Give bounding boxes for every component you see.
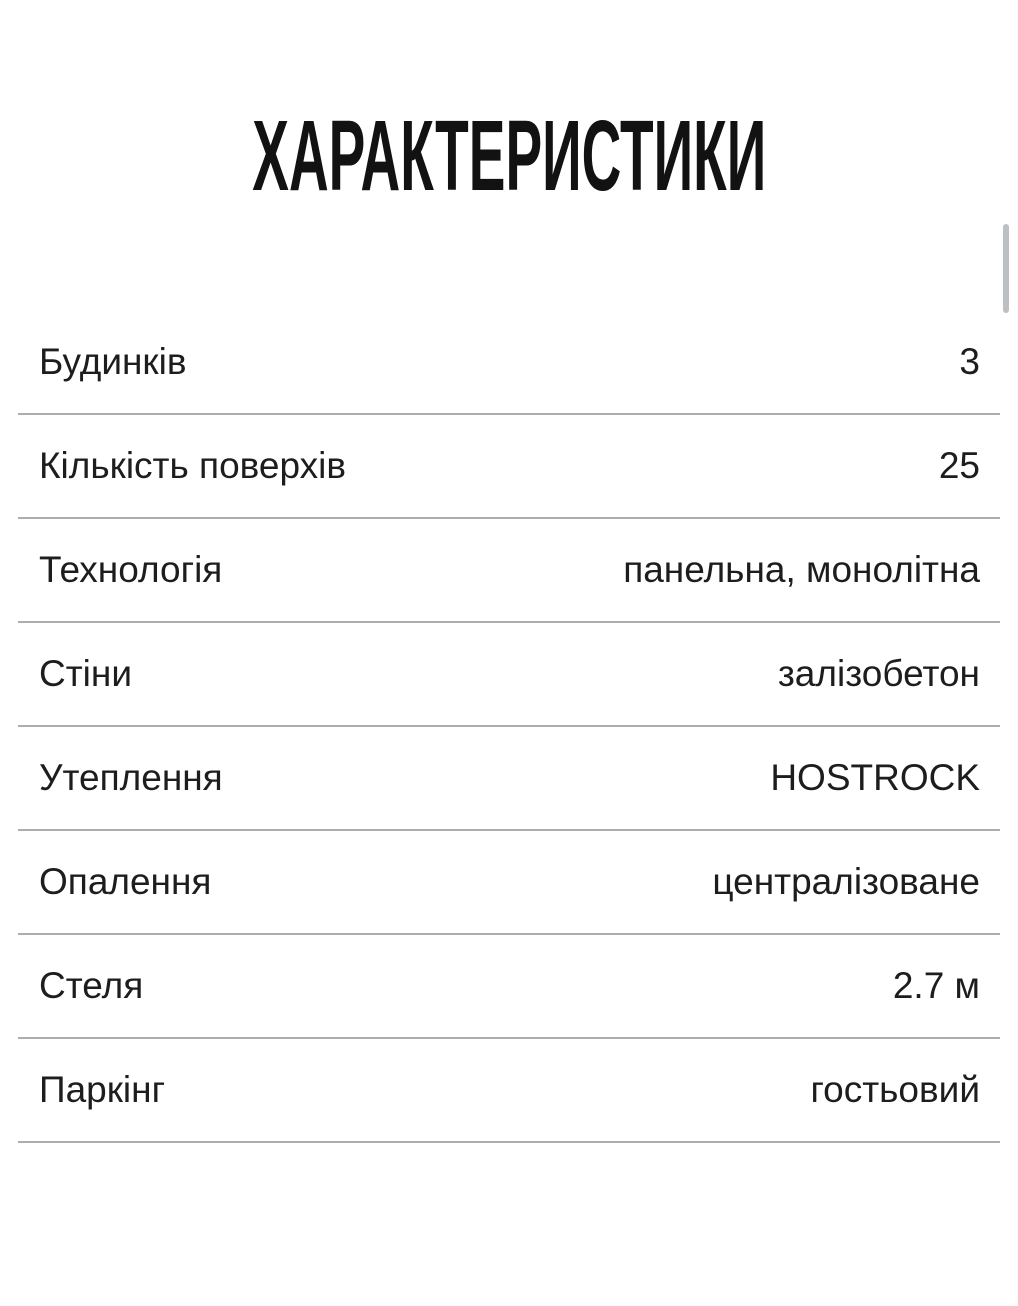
row-label: Утеплення — [39, 757, 223, 798]
row-value: централізоване — [712, 861, 980, 902]
row-value: HOSTROCK — [770, 757, 980, 798]
row-value: 25 — [938, 445, 980, 486]
row-label: Стеля — [39, 965, 144, 1006]
page-title: ХАРАКТЕРИСТИКИ — [252, 99, 766, 212]
table-row — [18, 311, 1000, 415]
row-label: Кількість поверхів — [39, 445, 347, 486]
section-header — [0, 99, 1018, 212]
table-row — [18, 519, 1000, 623]
table-row — [18, 415, 1000, 519]
row-value: гостьовий — [810, 1069, 980, 1110]
characteristics-table — [18, 311, 1000, 1143]
row-value: панельна, монолітна — [623, 549, 980, 590]
row-label: Опалення — [39, 861, 212, 902]
row-label: Будинків — [39, 341, 187, 382]
table-row — [18, 935, 1000, 1039]
row-label: Технологія — [39, 549, 223, 590]
table-row — [18, 831, 1000, 935]
row-value: 2.7 м — [892, 965, 980, 1006]
table-row — [18, 623, 1000, 727]
table-row — [18, 727, 1000, 831]
row-value: залізобетон — [777, 653, 980, 694]
scrollbar-thumb[interactable] — [1003, 224, 1009, 313]
table-row — [18, 1039, 1000, 1143]
row-value: 3 — [959, 341, 980, 382]
row-label: Стіни — [39, 653, 132, 694]
page — [0, 99, 1018, 1306]
row-label: Паркінг — [39, 1069, 166, 1110]
